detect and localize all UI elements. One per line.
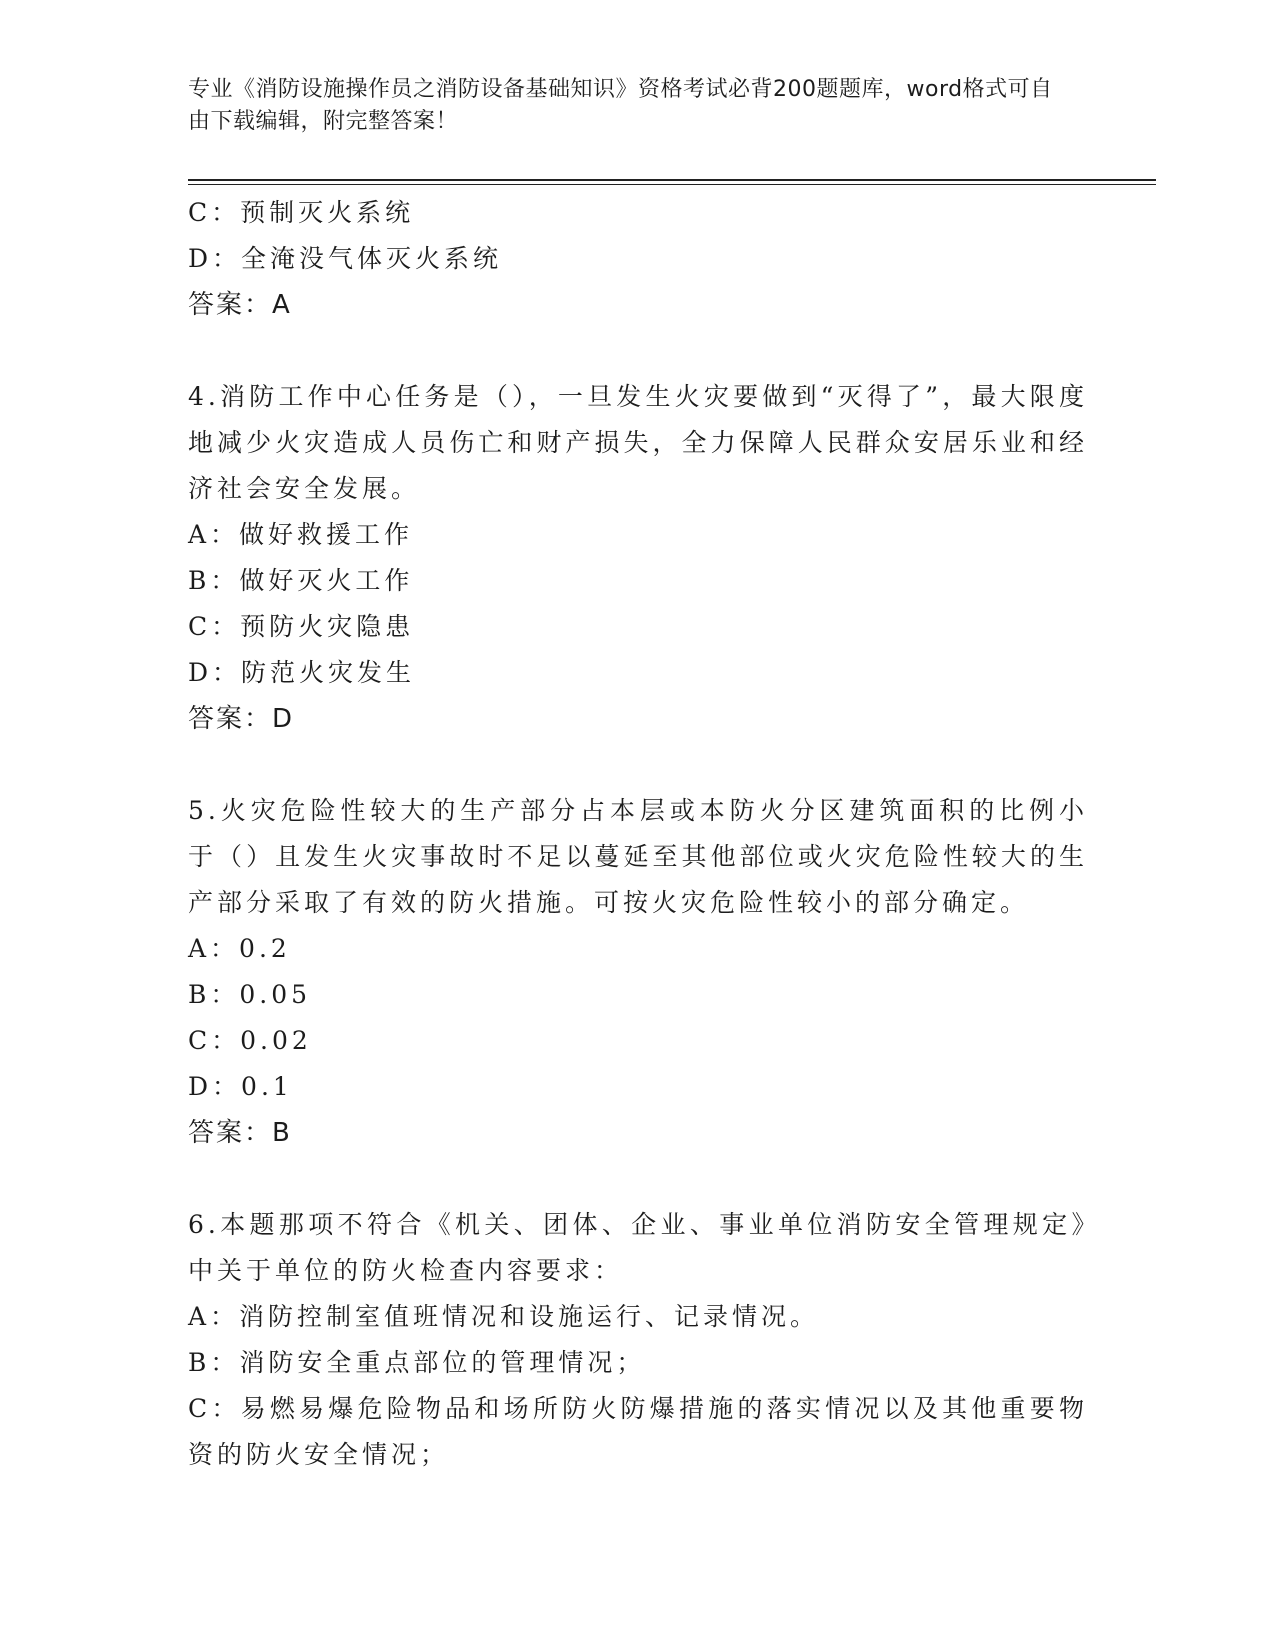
q4-stem: 4.消防工作中心任务是（），一旦发生火灾要做到“灭得了”，最大限度地减少火灾造成人员伤亡和财产损失，全力保障人民群众安居乐业和经济社会安全发展。	[188, 382, 1088, 503]
q4-option-a: A：做好救援工作	[188, 520, 414, 549]
q3-option-c: C：预制灭火系统	[188, 198, 415, 227]
q3-option-d: D：全淹没气体灭火系统	[188, 244, 503, 273]
q6-stem: 6.本题那项不符合《机关、团体、企业、事业单位消防安全管理规定》中关于单位的防火检查内容要求：	[188, 1210, 1088, 1285]
q4-answer: 答案：D	[188, 704, 295, 734]
q4-option-d: D：防范火灾发生	[188, 658, 416, 687]
header-rule-thin	[188, 184, 1156, 185]
q5-answer: 答案：B	[188, 1118, 292, 1148]
q4-option-b: B：做好灭火工作	[188, 566, 414, 595]
q5-option-b: B：0.05	[188, 980, 312, 1009]
document-header: 专业《消防设施操作员之消防设备基础知识》资格考试必背200题题库，word格式可自由下载编辑，附完整答案！	[188, 77, 1053, 134]
q6-option-b: B：消防安全重点部位的管理情况；	[188, 1348, 646, 1377]
question-content	[188, 190, 1088, 1478]
q6-option-a: A：消防控制室值班情况和设施运行、记录情况。	[188, 1302, 820, 1331]
q5-option-a: A：0.2	[188, 934, 291, 963]
q5-option-c: C：0.02	[188, 1026, 312, 1055]
q5-option-d: D：0.1	[188, 1072, 293, 1101]
header-rule-thick	[188, 179, 1156, 181]
q5-stem: 5.火灾危险性较大的生产部分占本层或本防火分区建筑面积的比例小于（）且发生火灾事故时不足以蔓延至其他部位或火灾危险性较大的生产部分采取了有效的防火措施。可按火灾危险性较小的部分确定。	[188, 796, 1088, 917]
q4-option-c: C：预防火灾隐患	[188, 612, 415, 641]
spacer	[188, 742, 1088, 788]
q6-option-c: C：易燃易爆危险物品和场所防火防爆措施的落实情况以及其他重要物资的防火安全情况；	[188, 1394, 1088, 1469]
spacer	[188, 1156, 1088, 1202]
spacer	[188, 328, 1088, 374]
q3-answer: 答案：A	[188, 290, 292, 320]
